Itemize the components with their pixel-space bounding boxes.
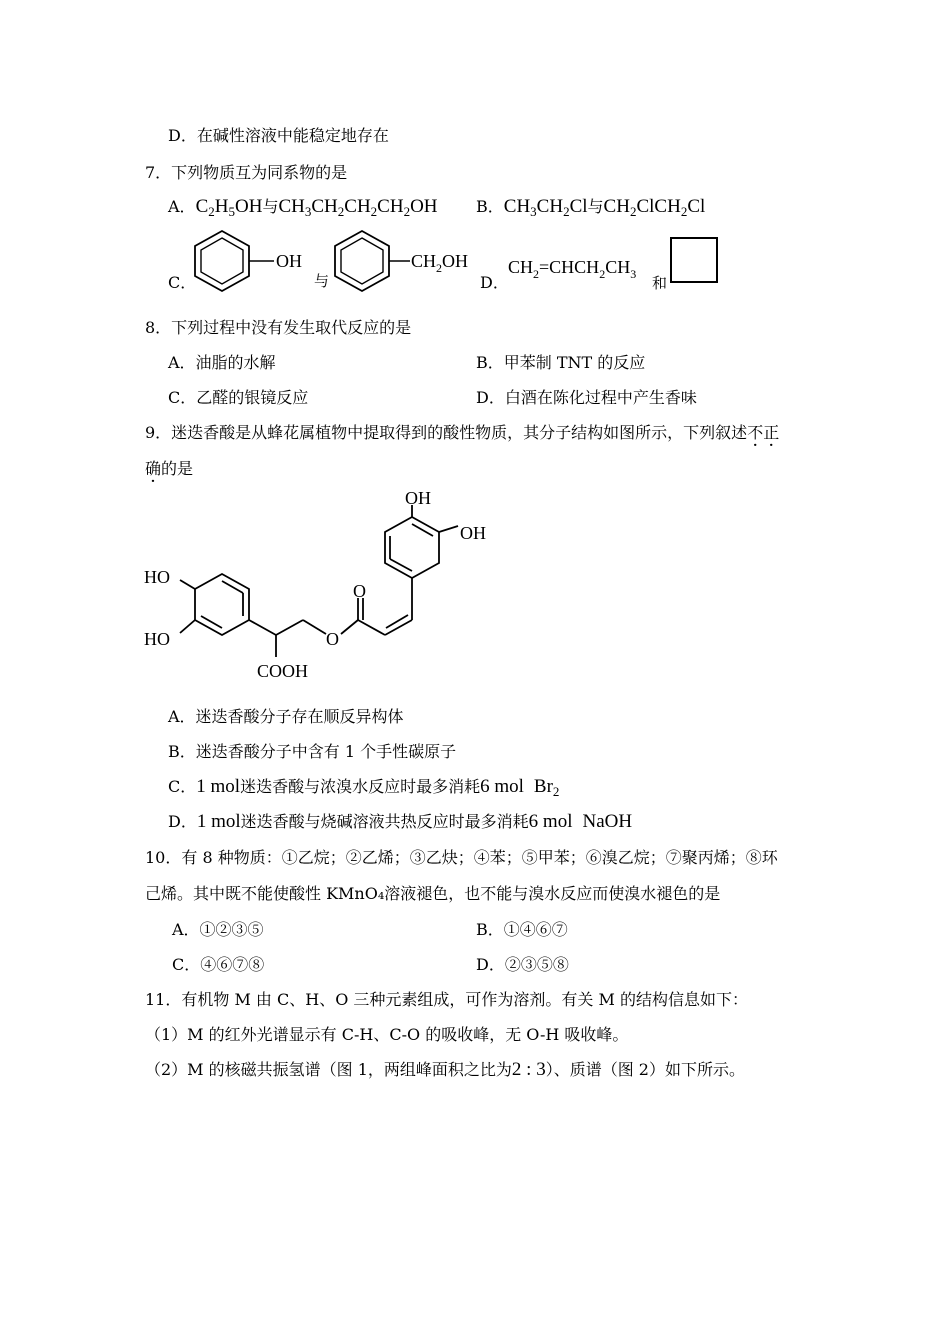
q10-option-b: B．①④⑥⑦ <box>476 920 568 939</box>
q9-option-a: A．迷迭香酸分子存在顺反异构体 <box>168 707 404 726</box>
q9-option-b: B．迷迭香酸分子中含有 1 个手性碳原子 <box>168 742 457 761</box>
q8-option-d: D．白酒在陈化过程中产生香味 <box>476 388 697 407</box>
q10-option-d: D．②③⑤⑧ <box>476 955 569 974</box>
q7-b-formula2-part: CH <box>603 196 630 217</box>
q10-option-a: A．①②③⑤ <box>172 920 264 939</box>
q7-c-with: 与 <box>314 272 330 290</box>
q9-d-naoh: NaOH <box>582 811 633 832</box>
q7-a-formula2-sub: 3 <box>304 204 312 219</box>
q7-a-formula2-sub: 2 <box>337 204 345 219</box>
q9-c-br-sub: 2 <box>552 784 560 799</box>
q7-stem: 7．下列物质互为同系物的是 <box>145 163 348 182</box>
oh-right-label: OH <box>460 523 486 543</box>
q11-info-2 <box>145 1060 745 1080</box>
q10-option-c: C．④⑥⑦⑧ <box>172 955 265 974</box>
q7-b-formula1-sub: 3 <box>530 204 537 219</box>
q7-b-formula2-sub: 2 <box>629 204 637 219</box>
q9-emphasis: 正 <box>763 423 780 442</box>
q7-d-label: D． <box>480 273 509 292</box>
q11-info-2-end: ）、质谱（图 2）如下所示。 <box>545 1060 745 1079</box>
q7-b-formula2-part: ClCH <box>636 196 681 217</box>
phenol-oh-label: OH <box>276 251 302 271</box>
q7-a-label: A． <box>168 197 196 216</box>
q9-option-c <box>168 777 559 798</box>
q9-stem-line1 <box>145 423 779 443</box>
q9-option-d <box>168 812 632 832</box>
q9-d-amount2: 6 mol <box>528 811 573 832</box>
q7-d-structures <box>505 232 725 294</box>
benzyl-ch2-label: $CH_2OH$ <box>411 251 469 275</box>
q10-stem-line2: 己烯。其中既不能使酸性 KMnO₄溶液褪色，也不能与溴水反应而使溴水褪色的是 <box>145 884 721 903</box>
q7-b-formula1-part: CH <box>536 196 564 217</box>
q7-d-and: 和 <box>652 274 668 292</box>
q9-emphasis: 不 <box>747 423 764 442</box>
q8-option-c: C．乙醛的银镜反应 <box>168 388 309 407</box>
rosmarinic-acid-structure <box>140 485 500 690</box>
q9-d-label: D． <box>168 812 197 831</box>
q9-c-label: C． <box>168 777 197 796</box>
q8-option-a: A．油脂的水解 <box>168 353 276 372</box>
q7-a-formula1-part: OH <box>234 196 263 217</box>
q7-b-formula1-part: CH <box>503 196 531 217</box>
cooh-label: COOH <box>257 661 309 681</box>
q10-stem-line1: 10．有 8 种物质：①乙烷；②乙烯；③乙炔；④苯；⑤甲苯；⑥溴乙烷；⑦聚丙烯；⑧环 <box>145 848 778 867</box>
q7-b-formula2-part: Cl <box>687 196 706 217</box>
q9-d-amount: 1 mol <box>196 811 241 832</box>
q7-a-formula2-part: CH <box>377 196 404 217</box>
q7-a-formula2-sub: 2 <box>403 204 411 219</box>
q7-b-formula1-sub: 2 <box>563 204 570 219</box>
q7-a-formula1-sub: 2 <box>208 204 215 219</box>
benzyl-alcohol-structure <box>335 231 468 291</box>
q7-a-formula2-sub: 2 <box>370 204 378 219</box>
q9-d-text: 迷迭香酸与烧碱溶液共热反应时最多消耗 <box>240 812 529 831</box>
q9-c-amount: 1 mol <box>196 776 241 797</box>
q7-option-a <box>168 197 438 218</box>
q11-info-2-text: （2）M 的核磁共振氢谱（图 1，两组峰面积之比为 <box>145 1060 512 1079</box>
q9-c-br: Br <box>533 776 553 797</box>
q7-c-structures <box>190 228 480 298</box>
oh-top-label: OH <box>405 488 431 508</box>
q7-b-label: B． <box>476 197 504 216</box>
ho-upper-label: HO <box>144 567 170 587</box>
q7-a-formula1-part: H <box>214 196 229 217</box>
q7-b-with: 与 <box>587 197 604 216</box>
ester-o-label: O <box>326 629 339 649</box>
ho-lower-label: HO <box>144 629 170 649</box>
q7-b-formula2-sub: 2 <box>680 204 688 219</box>
butene-formula: $CH_2=CHCH_2CH_3$ <box>508 257 637 281</box>
q11-ratio: 2 : 3 <box>511 1059 546 1080</box>
cyclobutane-square <box>671 238 717 282</box>
phenol-structure <box>195 231 302 291</box>
q7-a-formula2-part: OH <box>410 196 438 217</box>
q6-option-d: D．在碱性溶液中能稳定地存在 <box>168 126 389 145</box>
q9-stem-text: 9．迷迭香酸是从蜂花属植物中提取得到的酸性物质，其分子结构如图所示，下列叙述 <box>145 423 748 442</box>
q7-a-formula1-part: C <box>195 196 209 217</box>
q8-stem: 8．下列过程中没有发生取代反应的是 <box>145 318 412 337</box>
q11-info-1: （1）M 的红外光谱显示有 C-H、C-O 的吸收峰，无 O-H 吸收峰。 <box>145 1025 629 1044</box>
q9-emphasis: 确 <box>145 459 162 478</box>
q7-c-label: C． <box>168 273 197 292</box>
q9-c-amount2: 6 mol <box>480 776 524 797</box>
q7-a-formula2-part: CH <box>311 196 338 217</box>
carbonyl-o-label: O <box>353 581 366 601</box>
q7-b-formula1-part: Cl <box>569 196 588 217</box>
q9-stem-line2 <box>145 459 193 479</box>
q7-a-formula2-part: CH <box>278 196 305 217</box>
q7-a-formula1-sub: 5 <box>228 204 235 219</box>
q11-stem: 11．有机物 M 由 C、H、O 三种元素组成，可作为溶剂。有关 M 的结构信息如下： <box>145 990 748 1009</box>
q9-c-text: 迷迭香酸与浓溴水反应时最多消耗 <box>240 777 481 796</box>
q8-option-b: B．甲苯制 TNT 的反应 <box>476 353 646 372</box>
q7-option-b <box>476 197 705 218</box>
q7-a-with: 与 <box>262 197 279 216</box>
q9-stem-end: 的是 <box>161 459 194 478</box>
q7-a-formula2-part: CH <box>344 196 371 217</box>
